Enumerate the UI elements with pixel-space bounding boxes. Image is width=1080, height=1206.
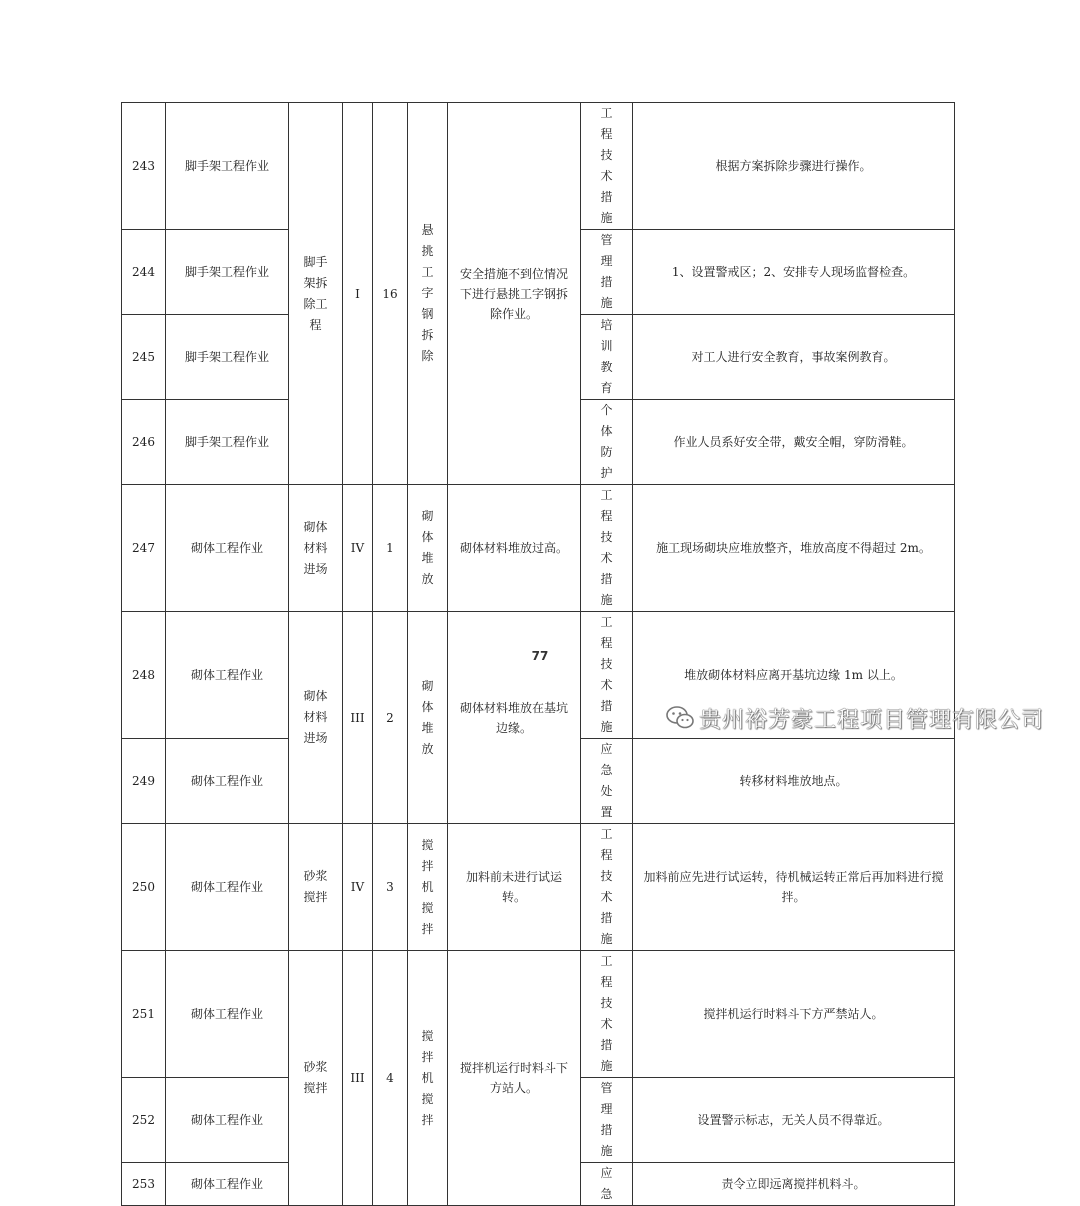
hazard-cause: 搅拌机运行时料斗下方站人。 bbox=[448, 951, 581, 1206]
hazard-cause: 加料前未进行试运转。 bbox=[448, 824, 581, 951]
page-number: 77 bbox=[531, 649, 549, 663]
measure-type: 应急 bbox=[581, 1163, 633, 1206]
hazard-number: 3 bbox=[373, 824, 408, 951]
measure-type: 工程技术措施 bbox=[581, 951, 633, 1078]
hazard-cause: 砌体材料堆放在基坑边缘。 bbox=[448, 612, 581, 824]
risk-level: III bbox=[343, 951, 373, 1206]
risk-level: I bbox=[343, 103, 373, 485]
watermark-text: 贵州裕芳豪工程项目管理有限公司 bbox=[698, 707, 1044, 733]
hazard-cause: 砌体材料堆放过高。 bbox=[448, 485, 581, 612]
control-measure: 搅拌机运行时料斗下方严禁站人。 bbox=[633, 951, 955, 1078]
row-number: 246 bbox=[122, 400, 166, 485]
control-measure: 转移材料堆放地点。 bbox=[633, 739, 955, 824]
measure-type: 个体防护 bbox=[581, 400, 633, 485]
work-part: 砂浆搅拌 bbox=[289, 951, 343, 1206]
hazard-item: 悬挑工字钢拆除 bbox=[408, 103, 448, 485]
measure-type: 管理措施 bbox=[581, 1078, 633, 1163]
risk-level: III bbox=[343, 612, 373, 824]
row-number: 243 bbox=[122, 103, 166, 230]
row-number: 253 bbox=[122, 1163, 166, 1206]
control-measure: 加料前应先进行试运转，待机械运转正常后再加料进行搅拌。 bbox=[633, 824, 955, 951]
risk-level: IV bbox=[343, 824, 373, 951]
hazard-item: 搅拌机搅拌 bbox=[408, 824, 448, 951]
hazard-item: 搅拌机搅拌 bbox=[408, 951, 448, 1206]
row-number: 248 bbox=[122, 612, 166, 739]
measure-type: 管理措施 bbox=[581, 230, 633, 315]
work-category: 砌体工程作业 bbox=[166, 485, 289, 612]
work-category: 砌体工程作业 bbox=[166, 612, 289, 739]
control-measure: 施工现场砌块应堆放整齐，堆放高度不得超过 2m。 bbox=[633, 485, 955, 612]
control-measure: 设置警示标志，无关人员不得靠近。 bbox=[633, 1078, 955, 1163]
hazard-number: 4 bbox=[373, 951, 408, 1206]
row-number: 251 bbox=[122, 951, 166, 1078]
work-category: 砌体工程作业 bbox=[166, 739, 289, 824]
work-part: 砂浆搅拌 bbox=[289, 824, 343, 951]
measure-type: 培训教育 bbox=[581, 315, 633, 400]
measure-type: 工程技术措施 bbox=[581, 485, 633, 612]
table-row bbox=[122, 103, 955, 230]
work-part: 砌体材料进场 bbox=[289, 612, 343, 824]
work-category: 脚手架工程作业 bbox=[166, 230, 289, 315]
hazard-number: 16 bbox=[373, 103, 408, 485]
work-category: 脚手架工程作业 bbox=[166, 315, 289, 400]
risk-level: IV bbox=[343, 485, 373, 612]
table-row bbox=[122, 485, 955, 612]
row-number: 250 bbox=[122, 824, 166, 951]
hazard-number: 2 bbox=[373, 612, 408, 824]
row-number: 249 bbox=[122, 739, 166, 824]
work-category: 砌体工程作业 bbox=[166, 1078, 289, 1163]
measure-type: 工程技术措施 bbox=[581, 612, 633, 739]
row-number: 244 bbox=[122, 230, 166, 315]
control-measure: 根据方案拆除步骤进行操作。 bbox=[633, 103, 955, 230]
table-row bbox=[122, 824, 955, 951]
control-measure: 对工人进行安全教育，事故案例教育。 bbox=[633, 315, 955, 400]
hazard-number: 1 bbox=[373, 485, 408, 612]
measure-type: 工程技术措施 bbox=[581, 103, 633, 230]
row-number: 245 bbox=[122, 315, 166, 400]
hazard-item: 砌体堆放 bbox=[408, 612, 448, 824]
row-number: 247 bbox=[122, 485, 166, 612]
work-category: 砌体工程作业 bbox=[166, 1163, 289, 1206]
work-category: 砌体工程作业 bbox=[166, 951, 289, 1078]
row-number: 252 bbox=[122, 1078, 166, 1163]
work-category: 脚手架工程作业 bbox=[166, 103, 289, 230]
measure-type: 工程技术措施 bbox=[581, 824, 633, 951]
table-row bbox=[122, 951, 955, 1078]
control-measure: 作业人员系好安全带，戴安全帽，穿防滑鞋。 bbox=[633, 400, 955, 485]
work-part: 砌体材料进场 bbox=[289, 485, 343, 612]
work-category: 砌体工程作业 bbox=[166, 824, 289, 951]
hazard-item: 砌体堆放 bbox=[408, 485, 448, 612]
control-measure: 堆放砌体材料应离开基坑边缘 1m 以上。 bbox=[633, 612, 955, 739]
measure-type: 应急处置 bbox=[581, 739, 633, 824]
control-measure: 1、设置警戒区；2、安排专人现场监督检查。 bbox=[633, 230, 955, 315]
wechat-icon bbox=[665, 705, 695, 731]
hazard-cause: 安全措施不到位情况下进行悬挑工字钢拆除作业。 bbox=[448, 103, 581, 485]
watermark bbox=[665, 698, 1044, 738]
control-measure: 责令立即远离搅拌机料斗。 bbox=[633, 1163, 955, 1206]
work-category: 脚手架工程作业 bbox=[166, 400, 289, 485]
work-part: 脚手架拆除工程 bbox=[289, 103, 343, 485]
